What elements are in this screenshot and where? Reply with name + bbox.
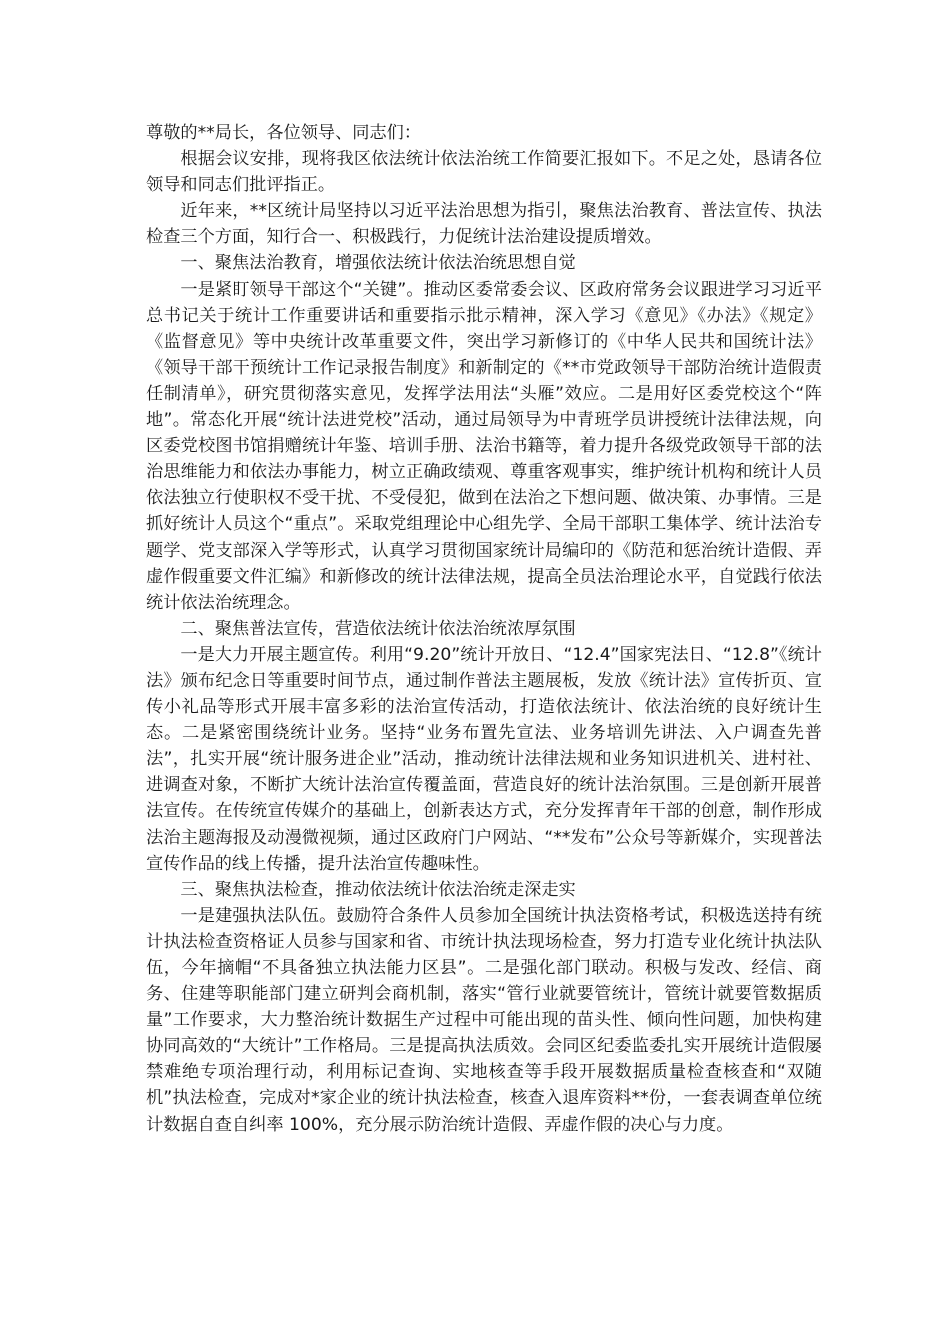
salutation: 尊敬的**局长，各位领导、同志们：: [146, 123, 422, 143]
paragraph-section-2: 一是大力开展主题宣传。利用“9.20”统计开放日、“12.4”国家宪法日、“12.8”《统计法》颁布纪念日等重要时间节点，通过制作普法主题展板，发放《统计法》宣传折页、宣传小礼品等形式开展丰富多彩的法治宣传活动，打造依法统计、依法治统的良好统计生态。二是紧密围绕统计业务。坚持“业务布置先宣法、业务培训先讲法、入户调查先普法”，扎实开展“统计服务进企业”活动，推动统计法律法规和业务知识进机关、进村社、进调查对象，不断扩大统计法治宣传覆盖面，营造良好的统计法治氛围。三是创新开展普法宣传。在传统宣传媒介的基础上，创新表达方式，充分发挥青年干部的创意，制作形成法治主题海报及动漫微视频，通过区政府门户网站、“**发布”公众号等新媒介，实现普法宣传作品的线上传播，提升法治宣传趣味性。: [146, 644, 822, 874]
paragraph-section-1: 一是紧盯领导干部这个“关键”。推动区委常委会议、区政府常务会议跟进学习习近平总书记关于统计工作重要讲话和重要指示批示精神，深入学习《意见》《办法》《规定》《监督意见》等中央统计改革重要文件，突出学习新修订的《中华人民共和国统计法》《领导干部干预统计工作记录报告制度》和新制定的《**市党政领导干部防治统计造假责任制清单》，研究贯彻落实意见，发挥学法用法“头雁”效应。二是用好区委党校这个“阵地”。常态化开展“统计法进党校”活动，通过局领导为中青班学员讲授统计法律法规，向区委党校图书馆捐赠统计年鉴、培训手册、法治书籍等，着力提升各级党政领导干部的法治思维能力和依法办事能力，树立正确政绩观、尊重客观事实，维护统计机构和统计人员依法独立行使职权不受干扰、不受侵犯，做到在法治之下想问题、做决策、办事情。三是抓好统计人员这个“重点”。采取党组理论中心组先学、全局干部职工集体学、统计法治专题学、党支部深入学等形式，认真学习贯彻国家统计局编印的《防范和惩治统计造假、弄虚作假重要文件汇编》和新修改的统计法律法规，提高全员法治理论水平，自觉践行依法统计依法治统理念。: [146, 279, 822, 613]
document-body: [146, 120, 822, 1138]
section-heading-1: 一、聚焦法治教育，增强依法统计依法治统思想自觉: [180, 253, 576, 274]
paragraph-section-3: 一是建强执法队伍。鼓励符合条件人员参加全国统计执法资格考试，积极选送持有统计执法检查资格证人员参与国家和省、市统计执法现场检查，努力打造专业化统计执法队伍，今年摘帽“不具备独立执法能力区县”。二是强化部门联动。积极与发改、经信、商务、住建等职能部门建立研判会商机制，落实“管行业就要管统计，管统计就要管数据质量”工作要求，大力整治统计数据生产过程中可能出现的苗头性、倾向性问题，加快构建协同高效的“大统计”工作格局。三是提高执法质效。会同区纪委监委扎实开展统计造假屡禁难绝专项治理行动，利用标记查询、实地核查等手段开展数据质量检查核查和“双随机”执法检查，完成对*家企业的统计执法检查，核查入退库资料**份，一套表调查单位统计数据自查自纠率 100%，充分展示防治统计造假、弄虚作假的决心与力度。: [146, 905, 822, 1135]
section-heading-2: 二、聚焦普法宣传，营造依法统计依法治统浓厚氛围: [180, 618, 576, 639]
section-heading-3: 三、聚焦执法检查，推动依法统计依法治统走深走实: [180, 879, 576, 900]
paragraph-overview: 近年来，**区统计局坚持以习近平法治思想为指引，聚焦法治教育、普法宣传、执法检查三个方面，知行合一、积极践行，力促统计法治建设提质增效。: [146, 201, 822, 248]
paragraph-intro: 根据会议安排，现将我区依法统计依法治统工作简要汇报如下。不足之处，恳请各位领导和同志们批评指正。: [146, 149, 822, 196]
